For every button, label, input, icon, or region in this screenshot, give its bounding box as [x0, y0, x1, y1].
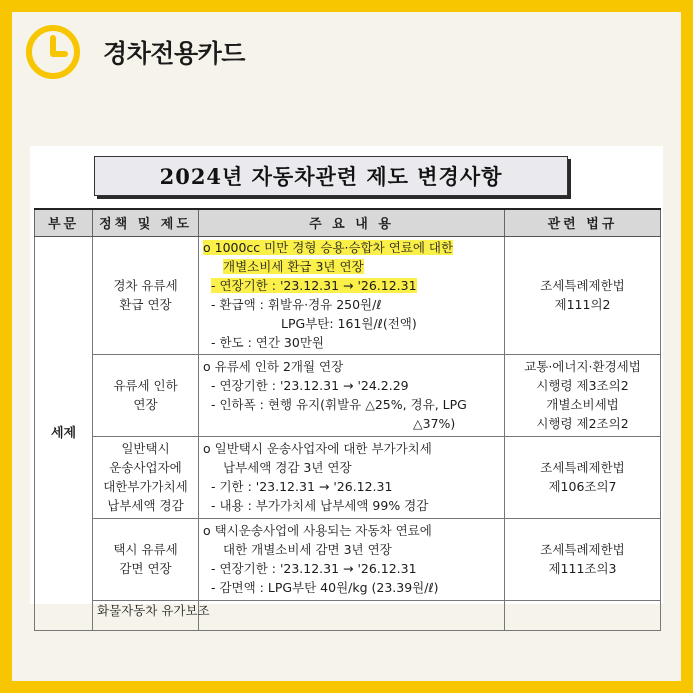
content-line: 대한 개별소비세 감면 3년 연장	[223, 542, 392, 557]
policy-line: 유류세 인하	[113, 378, 178, 393]
policy-cell	[93, 354, 199, 436]
policy-line: 환급 연장	[119, 297, 172, 312]
law-cell	[505, 518, 661, 600]
header-content: 주 요 내 용	[199, 209, 505, 236]
content-line	[203, 276, 500, 295]
table-row	[35, 518, 661, 600]
table-header-row	[35, 209, 661, 236]
content-line: - 인하폭 : 현행 유지(휘발유 △25%, 경유, LPG	[211, 397, 467, 412]
category-cell: 세제	[35, 236, 93, 630]
policy-cell	[93, 236, 199, 354]
content-line	[203, 257, 500, 276]
policy-line: 일반택시	[121, 441, 170, 456]
regulation-table	[34, 208, 661, 631]
content-cell	[199, 600, 505, 630]
highlighted-text: - 연장기한 : '23.12.31 → '26.12.31	[211, 278, 417, 293]
law-line: 제111의2	[554, 297, 611, 312]
law-line: 개별소비세법	[546, 397, 619, 412]
content-cell	[199, 354, 505, 436]
law-cell	[505, 354, 661, 436]
policy-line: 화물자동차 유가보조	[97, 602, 210, 618]
content-line	[203, 238, 500, 257]
policy-cell	[93, 518, 199, 600]
law-line: 시행령 제3조의2	[536, 378, 629, 393]
law-line: 조세특례제한법	[540, 542, 625, 557]
header-policy: 정책 및 제도	[93, 209, 199, 236]
policy-line: 감면 연장	[119, 561, 172, 576]
table-row	[35, 354, 661, 436]
header-category: 부문	[35, 209, 93, 236]
law-cell	[505, 436, 661, 518]
law-cell	[505, 600, 661, 630]
content-line: - 환급액 : 휘발유·경유 250원/ℓ	[211, 297, 382, 312]
brand-title: 경차전용카드	[103, 39, 245, 68]
content-cell	[199, 436, 505, 518]
policy-line: 경차 유류세	[113, 278, 178, 293]
highlighted-text: o 1000cc 미만 경형 승용·승합차 연료에 대한	[203, 240, 454, 255]
document-title: 2024년 자동차관련 제도 변경사항	[94, 156, 568, 196]
policy-cell	[93, 600, 210, 630]
policy-line: 대한부가가치세	[103, 479, 188, 494]
content-line: - 기한 : '23.12.31 → '26.12.31	[211, 479, 393, 494]
content-line: o 택시운송사업에 사용되는 자동차 연료에	[203, 523, 432, 538]
law-line: 교통·에너지·환경세법	[524, 359, 641, 374]
law-line: 조세특례제한법	[540, 278, 625, 293]
table-row	[35, 236, 661, 354]
table-row	[35, 600, 661, 630]
content-line: - 연장기한 : '23.12.31 → '26.12.31	[211, 561, 417, 576]
law-line: 제106조의7	[548, 479, 617, 494]
content-line: - 내용 : 부가가치세 납부세액 99% 경감	[211, 498, 429, 513]
policy-line: 택시 유류세	[113, 542, 178, 557]
brand-header	[25, 24, 245, 80]
document-image	[30, 146, 663, 618]
content-line: - 감면액 : LPG부탄 40원/kg (23.39원/ℓ)	[211, 580, 439, 595]
law-line: 제111조의3	[548, 561, 617, 576]
law-line: 조세특례제한법	[540, 460, 625, 475]
content-cell	[199, 518, 505, 600]
content-line: o 일반택시 운송사업자에 대한 부가가치세	[203, 441, 432, 456]
policy-cell	[93, 436, 199, 518]
content-line: 납부세액 경감 3년 연장	[223, 460, 352, 475]
clock-icon	[25, 24, 81, 80]
content-line: - 한도 : 연간 30만원	[211, 335, 324, 350]
table-row	[35, 436, 661, 518]
header-law: 관련 법규	[505, 209, 661, 236]
content-line: LPG부탄: 161원/ℓ(전액)	[281, 316, 417, 331]
policy-line: 운송사업자에	[109, 460, 182, 475]
content-line: - 연장기한 : '23.12.31 → '24.2.29	[211, 378, 409, 393]
policy-line: 연장	[133, 397, 158, 412]
law-line: 시행령 제2조의2	[536, 416, 629, 431]
highlighted-text: 개별소비세 환급 3년 연장	[223, 259, 364, 274]
content-cell	[199, 236, 505, 354]
content-line: o 유류세 인하 2개월 연장	[203, 359, 344, 374]
policy-line: 납부세액 경감	[107, 498, 184, 513]
law-cell	[505, 236, 661, 354]
content-line: △37%)	[413, 416, 456, 431]
